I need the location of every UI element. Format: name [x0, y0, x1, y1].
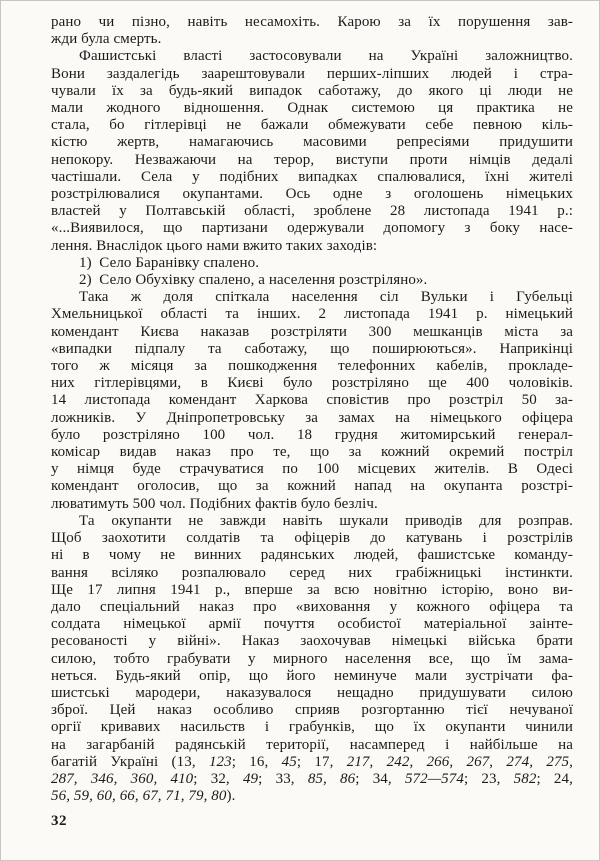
text-segment: Ще 17 липня 1941 р., вперше за всю новітню історію, воно ви-: [51, 581, 573, 598]
text-line: [51, 152, 573, 169]
text-segment: частішали. Села у подібних випадках спалювалися, їхні жителі: [51, 168, 573, 185]
text-line: [51, 392, 573, 409]
text-line: [51, 788, 573, 805]
text-line: [51, 186, 573, 203]
text-segment: оргії кривавих насильств і грабунків, що їх окупанти чинили: [51, 719, 573, 736]
text-line: [51, 444, 573, 461]
text-segment: Така ж доля спіткала населення сіл Вульки і Губельці: [79, 289, 573, 306]
text-segment: кістю жертв, намагаючись масовими репресіями придушити: [51, 134, 573, 151]
text-line: [51, 565, 573, 582]
text-segment: розстрілювалися окупантами. Ось одне з оголошень німецьких: [51, 186, 573, 203]
reference-page-number: 572—574: [404, 770, 464, 787]
text-line: [51, 255, 573, 272]
text-segment: неться. Будь-який опір, що його неминуче мали зустрічати фа-: [51, 667, 573, 684]
text-line: [51, 754, 573, 771]
text-line: [51, 633, 573, 650]
text-line: [51, 220, 573, 237]
text-segment: 2) Село Обухівку спалено, а населення розстріляно».: [79, 272, 428, 289]
text-segment: Та окупанти не завжди навіть шукали приводів для розправ.: [79, 512, 573, 529]
text-line: [51, 771, 573, 788]
text-segment: властей у Полтавській області, зроблене 28 листопада 1941 р.:: [51, 203, 573, 220]
text-line: [51, 169, 573, 186]
text-line: [51, 651, 573, 668]
text-line: [51, 83, 573, 100]
text-segment: силою, тобто грабувати у мирного населення все, що їм зама-: [51, 650, 573, 667]
text-line: [51, 513, 573, 530]
text-line: [51, 100, 573, 117]
text-segment: ; 17,: [296, 753, 347, 770]
text-line: [51, 134, 573, 151]
text-segment: ресованості у війні». Наказ заохочував німецькі війська брати: [51, 633, 573, 650]
text-segment: 1) Село Баранівку спалено.: [79, 254, 260, 271]
text-line: [51, 203, 573, 220]
text-line: [51, 668, 573, 685]
text-segment: Хмельницької області та інших. 2 листопада 1941 р. німецький: [51, 306, 573, 323]
reference-page-number: 45: [281, 753, 297, 770]
text-line: [51, 616, 573, 633]
text-line: [51, 719, 573, 736]
text-segment: ложників. У Дніпропетровську за замах на німецького офіцера: [51, 409, 573, 426]
reference-page-number: 123: [208, 753, 232, 770]
text-segment: жди була смерть.: [51, 31, 162, 48]
text-line: [51, 478, 573, 495]
text-segment: стала, бо гітлерівці не бажали обмежувати себе певною кіль-: [51, 117, 573, 134]
text-segment: комендант Києва наказав розстріляти 300 мешканців міста за: [51, 323, 573, 340]
text-line: [51, 66, 573, 83]
text-segment: того ж місяця за пошкодження телефонних кабелів, прокладе-: [51, 358, 573, 375]
text-segment: багатій Україні (13,: [51, 753, 209, 770]
text-line: [51, 582, 573, 599]
text-line: [51, 48, 573, 65]
text-segment: лення. Внаслідок цього нами вжито таких заходів:: [51, 237, 378, 254]
text-line: [51, 410, 573, 427]
text-line: [51, 289, 573, 306]
text-segment: ; 32,: [193, 770, 243, 787]
text-line: [51, 461, 573, 478]
text-line: [51, 702, 573, 719]
text-line: [51, 358, 573, 375]
text-segment: «випадки підпалу та саботажу, що поширюються». Наприкінці: [51, 340, 573, 357]
text-segment: ; 33,: [258, 770, 308, 787]
text-segment: ; 34,: [355, 770, 405, 787]
text-segment: ні в чому не винних радянських людей, фашистське команду-: [51, 547, 573, 564]
text-line: [51, 496, 573, 513]
text-segment: у німця буде страчуватися по 100 місцевих жителів. В Одесі: [51, 461, 573, 478]
reference-page-number: 49: [242, 770, 259, 787]
text-line: [51, 117, 573, 134]
text-segment: мали жодного відношення. Однак системою ця практика не: [51, 100, 573, 117]
text-line: [51, 324, 573, 341]
text-line: [51, 530, 573, 547]
text-line: [51, 272, 573, 289]
text-segment: солдата німецької армії почуття особистої матеріальної заінте-: [51, 616, 573, 633]
text-line: [51, 599, 573, 616]
text-segment: комісар видав наказ про те, що за кожний окремий постріл: [51, 444, 573, 461]
text-segment: непокору. Незважаючи на терор, виступи проти німців дедалі: [51, 151, 573, 168]
text-line: [51, 427, 573, 444]
text-segment: ; 23,: [463, 770, 514, 787]
text-segment: чували їх за будь-який випадок саботажу, до якого ці люди не: [51, 82, 573, 99]
text-segment: 14 листопада комендант Харкова сповістив про розстріл 50 за-: [51, 392, 573, 409]
reference-page-number: 287, 346, 360, 410: [51, 770, 194, 787]
text-segment: ).: [226, 788, 236, 805]
text-segment: шистські мародери, наказувалося нещадно придушувати силою: [51, 684, 573, 701]
text-segment: зброї. Цей наказ особливо сприяв розгортанню тієї нечуваної: [51, 702, 573, 719]
text-segment: ; 24,: [536, 770, 573, 787]
reference-page-number: 217, 242, 266, 267, 274, 275,: [346, 753, 573, 770]
text-segment: Щоб заохотити солдатів та офіцерів до катувань і розстрілів: [51, 530, 573, 547]
text-line: [51, 737, 573, 754]
text-line: [51, 306, 573, 323]
text-segment: рано чи пізно, навіть несамохіть. Карою за їх порушення зав-: [51, 14, 573, 30]
text-segment: було розстріляно 100 чол. 18 грудня житомирський генерал-: [51, 426, 573, 443]
text-segment: на загарбаній радянській території, насамперед і найбільше на: [51, 736, 573, 753]
text-line: [51, 31, 573, 48]
text-segment: ; 16,: [231, 753, 282, 770]
text-segment: вання всіляко розпалювало серед них грабіжницькі інстинкти.: [51, 564, 573, 581]
text-line: [51, 238, 573, 255]
text-segment: Вони заздалегідь заарештовували перших-ліпших людей і стра-: [51, 65, 573, 82]
reference-page-number: 85, 86: [307, 770, 356, 787]
text-line: [51, 685, 573, 702]
page-number: 32: [51, 813, 67, 829]
text-line: [51, 547, 573, 564]
reference-page-number: 56, 59, 60, 66, 67, 71, 79, 80: [51, 788, 227, 805]
text-line: [51, 341, 573, 358]
text-segment: Фашистські власті застосовували на Україні заложництво.: [79, 48, 573, 65]
text-segment: дало спеціальний наказ про «виховання у кожного офіцера та: [51, 598, 573, 615]
text-segment: люватимуть 500 чол. Подібних фактів було безліч.: [51, 495, 378, 512]
text-segment: «...Виявилося, що партизани одержували допомогу з боку насе-: [51, 220, 573, 237]
text-line: [51, 14, 573, 31]
page-text: [51, 14, 573, 805]
text-line: [51, 375, 573, 392]
text-segment: комендант оголосив, що за кожний напад на окупанта розстрі-: [51, 478, 573, 495]
text-segment: них гітлерівцями, в Києві було розстріляно ще 400 чоловіків.: [51, 375, 573, 392]
reference-page-number: 582: [513, 770, 537, 787]
